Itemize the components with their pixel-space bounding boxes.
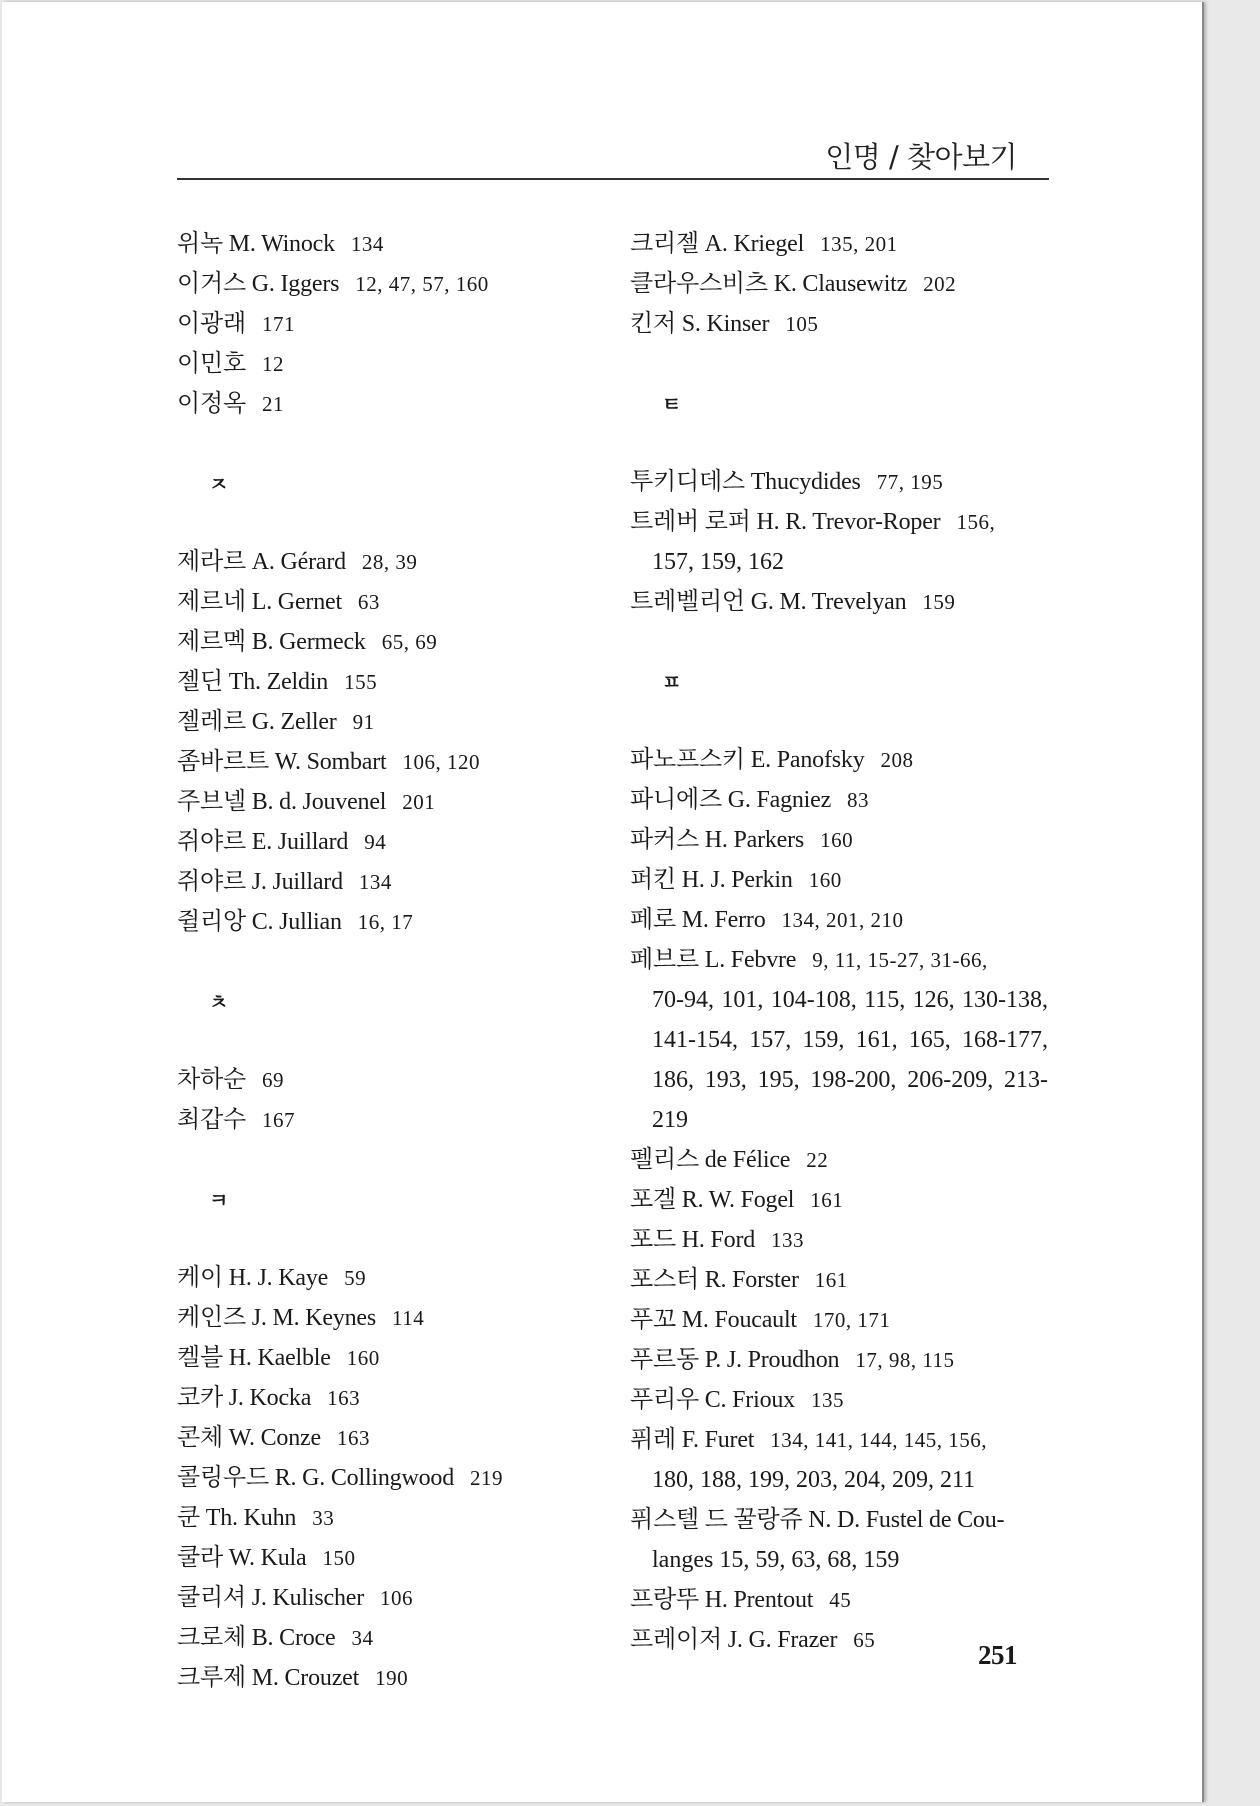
index-entry [177, 1378, 607, 1418]
entry-pages: 155 [344, 670, 378, 694]
index-entry [177, 264, 607, 304]
entry-pages: 105 [785, 312, 819, 336]
entry-name: 트레벨리언 G. M. Trevelyan [630, 589, 907, 615]
entry-name: 이정옥 [177, 391, 246, 417]
entry-name: 케이 H. J. Kaye [177, 1265, 329, 1291]
entry-pages: 9, 11, 15-27, 31-66, [812, 948, 988, 972]
entry-name: 코카 J. Kocka [177, 1385, 312, 1411]
index-entry [177, 1258, 607, 1298]
entry-pages: 150 [322, 1546, 356, 1570]
entry-continuation: 157, 159, 162 [652, 549, 784, 575]
entry-name: 쥘리앙 C. Jullian [177, 909, 342, 935]
entry-name: 쿨라 W. Kula [177, 1545, 307, 1571]
entry-name: 쥐야르 J. Juillard [177, 869, 343, 895]
entry-name: 페로 M. Ferro [630, 907, 766, 933]
entry-pages: 161 [814, 1268, 848, 1292]
index-entry [630, 1260, 1048, 1300]
index-entry [177, 304, 607, 344]
entry-pages: 190 [375, 1666, 409, 1690]
entry-name: 킨저 S. Kinser [630, 311, 770, 337]
entry-pages: 202 [923, 272, 957, 296]
running-header-title: 인명 / 찾아보기 [825, 140, 1017, 174]
entry-name: 이거스 G. Iggers [177, 271, 340, 297]
entry-pages: 219 [470, 1466, 504, 1490]
entry-name: 제라르 A. Gérard [177, 549, 346, 575]
entry-name: 이광래 [177, 311, 246, 337]
index-entry [177, 1578, 607, 1618]
entry-pages: 160 [346, 1346, 380, 1370]
index-entry [630, 1500, 1048, 1580]
entry-name: 펠리스 de Félice [630, 1147, 791, 1173]
entry-name: 클라우스비츠 K. Clausewitz [630, 271, 908, 297]
entry-name: 크리젤 A. Kriegel [630, 231, 805, 257]
index-entry [177, 862, 607, 902]
entry-pages: 134, 141, 144, 145, 156, [770, 1428, 988, 1452]
index-entry [177, 1618, 607, 1658]
index-entry [630, 502, 1048, 582]
entry-continuation: 70-94, 101, 104-108, 115, 126, 130-138, 141-154, 157, 159, 161, 165, 168-177, 186, 193, 195, 198-200, 206-209, 213-219 [652, 987, 1048, 1133]
entry-pages: 170, 171 [812, 1308, 891, 1332]
entry-name: 최갑수 [177, 1107, 246, 1133]
index-entry [177, 1060, 607, 1100]
entry-name: 콘체 W. Conze [177, 1425, 321, 1451]
entry-pages: 156, [956, 510, 996, 534]
index-entry [630, 224, 1048, 264]
index-entry [177, 582, 607, 622]
entry-pages: 160 [820, 828, 854, 852]
index-page [2, 2, 1204, 1802]
entry-pages: 12 [261, 352, 284, 376]
entry-name: 퍼킨 H. J. Perkin [630, 867, 793, 893]
index-entry [630, 860, 1048, 900]
entry-name: 투키디데스 Thucydides [630, 469, 861, 495]
index-entry [630, 462, 1048, 502]
entry-name: 파노프스키 E. Panofsky [630, 747, 865, 773]
entry-name: 크로체 B. Croce [177, 1625, 336, 1651]
entry-name: 좀바르트 W. Sombart [177, 749, 387, 775]
index-entry [177, 742, 607, 782]
entry-name: 트레버 로퍼 H. R. Trevor-Roper [630, 509, 941, 535]
entry-name: 푸꼬 M. Foucault [630, 1307, 797, 1333]
entry-name: 젤레르 G. Zeller [177, 709, 337, 735]
entry-name: 쿤 Th. Kuhn [177, 1505, 297, 1531]
entry-pages: 33 [312, 1506, 335, 1530]
entry-name: 크루제 M. Crouzet [177, 1665, 360, 1691]
entry-pages: 28, 39 [361, 550, 418, 574]
entry-pages: 63 [357, 590, 380, 614]
index-entry [177, 822, 607, 862]
entry-name: 파커스 H. Parkers [630, 827, 805, 853]
entry-continuation: 180, 188, 199, 203, 204, 209, 211 [652, 1467, 976, 1493]
index-entry [177, 1538, 607, 1578]
index-entry [630, 1340, 1048, 1380]
index-entry [177, 542, 607, 582]
entry-pages: 106, 120 [402, 750, 481, 774]
index-entry [177, 782, 607, 822]
entry-name: 프랑뚜 H. Prentout [630, 1587, 814, 1613]
entry-pages: 135 [810, 1388, 844, 1412]
entry-name: 포드 H. Ford [630, 1227, 756, 1253]
section-heading: ㅊ [209, 990, 229, 1014]
section-heading: ㅋ [209, 1188, 229, 1212]
index-entry [630, 582, 1048, 622]
entry-pages: 163 [336, 1426, 370, 1450]
index-entry [177, 1498, 607, 1538]
entry-pages: 201 [402, 790, 436, 814]
index-entry [630, 264, 1048, 304]
index-column-right [630, 224, 1048, 1660]
entry-name: 포겔 R. W. Fogel [630, 1187, 795, 1213]
entry-pages: 167 [261, 1108, 295, 1132]
index-entry [177, 344, 607, 384]
index-entry [630, 1220, 1048, 1260]
entry-name: 주브넬 B. d. Jouvenel [177, 789, 387, 815]
entry-name: 케인즈 J. M. Keynes [177, 1305, 377, 1331]
entry-pages: 34 [351, 1626, 374, 1650]
entry-pages: 160 [808, 868, 842, 892]
entry-continuation: langes 15, 59, 63, 68, 159 [652, 1547, 900, 1573]
entry-pages: 83 [847, 788, 870, 812]
entry-pages: 65 [853, 1628, 876, 1652]
entry-pages: 171 [261, 312, 295, 336]
entry-pages: 159 [922, 590, 956, 614]
index-entry [177, 902, 607, 942]
index-entry [630, 740, 1048, 780]
entry-pages: 77, 195 [876, 470, 944, 494]
index-entry [177, 1658, 607, 1698]
entry-pages: 163 [327, 1386, 361, 1410]
index-entry [630, 1420, 1048, 1500]
index-entry [630, 1380, 1048, 1420]
entry-pages: 16, 17 [357, 910, 414, 934]
entry-pages: 12, 47, 57, 160 [355, 272, 489, 296]
index-entry [177, 1298, 607, 1338]
index-entry [177, 224, 607, 264]
section-heading: ㅍ [662, 670, 682, 694]
entry-name: 위녹 M. Winock [177, 231, 335, 257]
index-entry [177, 1100, 607, 1140]
index-entry [630, 820, 1048, 860]
index-entry [630, 900, 1048, 940]
entry-name: 푸리우 C. Frioux [630, 1387, 795, 1413]
index-entry [177, 702, 607, 742]
entry-name: 젤딘 Th. Zeldin [177, 669, 329, 695]
index-entry [630, 1140, 1048, 1180]
index-entry [177, 622, 607, 662]
page-number: 251 [978, 1640, 1017, 1670]
entry-name: 퓌레 F. Furet [630, 1427, 755, 1453]
index-entry [177, 1338, 607, 1378]
entry-name: 포스터 R. Forster [630, 1267, 799, 1293]
entry-name: 차하순 [177, 1067, 246, 1093]
entry-pages: 17, 98, 115 [855, 1348, 955, 1372]
entry-pages: 91 [352, 710, 375, 734]
entry-name: 쿨리셔 J. Kulischer [177, 1585, 364, 1611]
entry-pages: 133 [771, 1228, 805, 1252]
entry-name: 쥐야르 E. Juillard [177, 829, 349, 855]
entry-name: 파니에즈 G. Fagniez [630, 787, 832, 813]
entry-name: 콜링우드 R. G. Collingwood [177, 1465, 455, 1491]
entry-name: 제르멕 B. Germeck [177, 629, 366, 655]
entry-pages: 106 [380, 1586, 413, 1610]
entry-pages: 22 [806, 1148, 829, 1172]
section-heading: ㅌ [662, 392, 682, 416]
section-heading: ㅈ [209, 472, 229, 496]
index-entry [630, 1180, 1048, 1220]
entry-pages: 94 [364, 830, 387, 854]
entry-pages: 114 [392, 1306, 425, 1330]
index-entry [177, 662, 607, 702]
index-entry [177, 1418, 607, 1458]
index-entry [630, 940, 1048, 1140]
entry-pages: 161 [810, 1188, 844, 1212]
entry-pages: 134 [350, 232, 384, 256]
entry-name: 푸르동 P. J. Proudhon [630, 1347, 840, 1373]
entry-name: 프레이저 J. G. Frazer [630, 1627, 838, 1653]
entry-pages: 135, 201 [820, 232, 898, 256]
index-entry [630, 780, 1048, 820]
entry-pages: 21 [261, 392, 284, 416]
entry-name: 켈블 H. Kaelble [177, 1345, 331, 1371]
entry-pages: 69 [261, 1068, 284, 1092]
entry-pages: 65, 69 [381, 630, 438, 654]
index-entry [630, 1580, 1048, 1620]
entry-pages: 134 [358, 870, 392, 894]
entry-name: 퓌스텔 드 꿀랑쥬 N. D. Fustel de Cou- [630, 1507, 1005, 1533]
entry-pages: 134, 201, 210 [781, 908, 904, 932]
entry-name: 이민호 [177, 351, 246, 377]
entry-name: 제르네 L. Gernet [177, 589, 342, 615]
index-entry [630, 1300, 1048, 1340]
header-rule [177, 178, 1049, 180]
index-entry [630, 304, 1048, 344]
entry-pages: 208 [880, 748, 914, 772]
entry-pages: 59 [344, 1266, 367, 1290]
index-entry [177, 384, 607, 424]
index-column-left [177, 224, 607, 1698]
index-entry [177, 1458, 607, 1498]
entry-name: 페브르 L. Febvre [630, 947, 797, 973]
entry-pages: 45 [829, 1588, 852, 1612]
